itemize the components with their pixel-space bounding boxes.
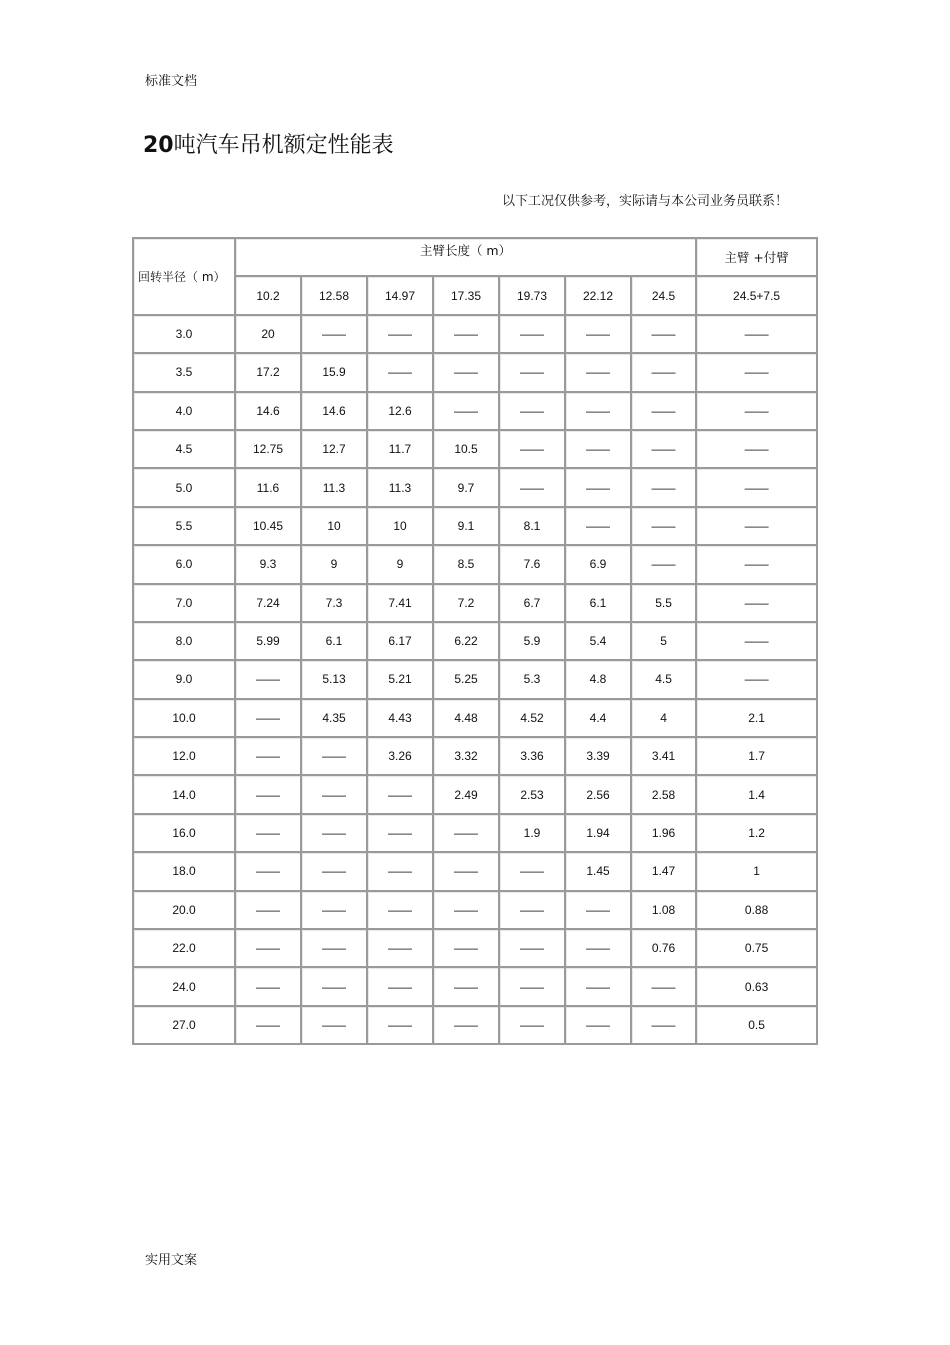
load-cell: 11.7: [368, 431, 434, 469]
page-footer: 实用文案: [145, 1253, 198, 1268]
table-row: [134, 1007, 818, 1045]
load-cell: ——: [697, 354, 818, 392]
radius-cell: 22.0: [134, 930, 236, 968]
table-row: [134, 815, 818, 853]
table-row: [134, 354, 818, 392]
load-cell: 1.94: [566, 815, 632, 853]
load-cell: ——: [500, 968, 566, 1006]
load-cell: 6.1: [302, 623, 368, 661]
table-row: [134, 700, 818, 738]
boom-length-cell: 24.5: [632, 277, 697, 315]
table-body: [134, 239, 818, 1045]
load-cell: ——: [566, 508, 632, 546]
load-cell: 5.21: [368, 661, 434, 699]
load-cell: 6.9: [566, 546, 632, 584]
load-cell: ——: [302, 738, 368, 776]
radius-cell: 4.0: [134, 393, 236, 431]
radius-cell: 3.0: [134, 316, 236, 354]
load-cell: 4: [632, 700, 697, 738]
load-cell: ——: [434, 393, 500, 431]
radius-cell: 14.0: [134, 776, 236, 814]
table-row: [134, 661, 818, 699]
load-cell: ——: [236, 1007, 302, 1045]
load-cell: 5.3: [500, 661, 566, 699]
load-cell: ——: [632, 546, 697, 584]
load-cell: ——: [302, 968, 368, 1006]
load-cell: ——: [566, 469, 632, 507]
load-cell: ——: [697, 508, 818, 546]
boom-length-cell: 17.35: [434, 277, 500, 315]
load-cell: ——: [632, 469, 697, 507]
load-cell: 3.41: [632, 738, 697, 776]
table-row: [134, 930, 818, 968]
load-cell: ——: [368, 892, 434, 930]
load-cell: ——: [434, 853, 500, 891]
load-cell: ——: [236, 815, 302, 853]
page-title: [143, 128, 394, 159]
load-cell: ——: [632, 354, 697, 392]
load-cell: 4.5: [632, 661, 697, 699]
load-cell: 1.9: [500, 815, 566, 853]
load-cell: 2.1: [697, 700, 818, 738]
load-cell: ——: [236, 661, 302, 699]
load-cell: ——: [434, 892, 500, 930]
radius-cell: 20.0: [134, 892, 236, 930]
load-cell: ——: [236, 700, 302, 738]
load-cell: ——: [632, 431, 697, 469]
load-cell: 7.2: [434, 585, 500, 623]
load-cell: ——: [368, 316, 434, 354]
load-cell: ——: [434, 815, 500, 853]
load-cell: ——: [500, 469, 566, 507]
title-number: 20: [143, 133, 174, 158]
load-cell: ——: [500, 892, 566, 930]
load-cell: ——: [632, 1007, 697, 1045]
load-cell: ——: [434, 930, 500, 968]
load-cell: 4.43: [368, 700, 434, 738]
aux-boom-header: 主臂 +付臂: [697, 239, 818, 277]
load-cell: ——: [302, 776, 368, 814]
load-cell: 20: [236, 316, 302, 354]
load-cell: 11.3: [302, 469, 368, 507]
load-cell: 1.96: [632, 815, 697, 853]
load-cell: ——: [697, 431, 818, 469]
load-cell: 10: [368, 508, 434, 546]
radius-cell: 9.0: [134, 661, 236, 699]
load-cell: ——: [302, 815, 368, 853]
load-cell: 7.6: [500, 546, 566, 584]
boom-length-cell: 10.2: [236, 277, 302, 315]
radius-header: 回转半径（ m）: [134, 239, 236, 316]
load-cell: 0.75: [697, 930, 818, 968]
load-cell: ——: [236, 738, 302, 776]
load-cell: 4.8: [566, 661, 632, 699]
load-cell: ——: [500, 316, 566, 354]
title-text: 吨汽车吊机额定性能表: [173, 133, 394, 158]
load-cell: 14.6: [236, 393, 302, 431]
load-cell: 7.41: [368, 585, 434, 623]
load-cell: 9: [368, 546, 434, 584]
load-cell: ——: [434, 354, 500, 392]
load-cell: 6.7: [500, 585, 566, 623]
load-cell: 6.22: [434, 623, 500, 661]
reference-note: 以下工况仅供参考，实际请与本公司业务员联系！: [502, 194, 789, 209]
load-cell: 12.6: [368, 393, 434, 431]
load-cell: 10.5: [434, 431, 500, 469]
load-cell: ——: [302, 853, 368, 891]
radius-cell: 16.0: [134, 815, 236, 853]
table-row: [134, 853, 818, 891]
table-row: [134, 546, 818, 584]
load-cell: ——: [434, 1007, 500, 1045]
load-cell: 5.99: [236, 623, 302, 661]
load-cell: ——: [368, 815, 434, 853]
load-cell: 9: [302, 546, 368, 584]
load-cell: 10.45: [236, 508, 302, 546]
load-cell: 7.3: [302, 585, 368, 623]
load-cell: 4.48: [434, 700, 500, 738]
radius-cell: 5.0: [134, 469, 236, 507]
radius-cell: 8.0: [134, 623, 236, 661]
load-cell: 7.24: [236, 585, 302, 623]
load-cell: 9.1: [434, 508, 500, 546]
load-cell: 4.52: [500, 700, 566, 738]
load-cell: ——: [566, 354, 632, 392]
boom-length-cell: 22.12: [566, 277, 632, 315]
radius-cell: 6.0: [134, 546, 236, 584]
load-cell: ——: [368, 354, 434, 392]
load-cell: ——: [566, 892, 632, 930]
table-row: [134, 738, 818, 776]
load-cell: ——: [566, 431, 632, 469]
load-cell: 5: [632, 623, 697, 661]
load-cell: ——: [566, 968, 632, 1006]
load-cell: ——: [632, 968, 697, 1006]
load-cell: 3.32: [434, 738, 500, 776]
load-cell: ——: [236, 892, 302, 930]
load-cell: 1.45: [566, 853, 632, 891]
load-cell: ——: [434, 968, 500, 1006]
load-cell: ——: [368, 776, 434, 814]
load-cell: 11.6: [236, 469, 302, 507]
main-boom-header: 主臂长度（ m）: [236, 239, 697, 277]
radius-cell: 7.0: [134, 585, 236, 623]
boom-length-cell: 12.58: [302, 277, 368, 315]
load-cell: ——: [697, 316, 818, 354]
load-cell: 0.5: [697, 1007, 818, 1045]
load-cell: 4.35: [302, 700, 368, 738]
radius-cell: 3.5: [134, 354, 236, 392]
table-row: [134, 316, 818, 354]
load-cell: 11.3: [368, 469, 434, 507]
load-cell: ——: [566, 316, 632, 354]
load-cell: ——: [566, 393, 632, 431]
load-cell: 2.49: [434, 776, 500, 814]
load-cell: 5.4: [566, 623, 632, 661]
load-cell: ——: [566, 1007, 632, 1045]
load-cell: ——: [697, 546, 818, 584]
table-row: [134, 968, 818, 1006]
load-cell: 8.5: [434, 546, 500, 584]
load-cell: 1.47: [632, 853, 697, 891]
radius-cell: 27.0: [134, 1007, 236, 1045]
load-cell: ——: [632, 508, 697, 546]
load-cell: ——: [500, 930, 566, 968]
load-cell: 6.17: [368, 623, 434, 661]
load-cell: 0.63: [697, 968, 818, 1006]
load-cell: ——: [697, 585, 818, 623]
load-cell: ——: [697, 661, 818, 699]
load-cell: 2.56: [566, 776, 632, 814]
load-cell: 1.08: [632, 892, 697, 930]
radius-cell: 12.0: [134, 738, 236, 776]
load-cell: 2.58: [632, 776, 697, 814]
radius-cell: 5.5: [134, 508, 236, 546]
load-cell: ——: [500, 1007, 566, 1045]
load-cell: 12.7: [302, 431, 368, 469]
load-cell: ——: [697, 469, 818, 507]
load-cell: ——: [302, 930, 368, 968]
load-cell: 1.2: [697, 815, 818, 853]
load-cell: 17.2: [236, 354, 302, 392]
load-cell: ——: [500, 431, 566, 469]
load-cell: ——: [566, 930, 632, 968]
load-cell: 10: [302, 508, 368, 546]
load-cell: 3.36: [500, 738, 566, 776]
load-cell: 6.1: [566, 585, 632, 623]
load-cell: 0.76: [632, 930, 697, 968]
load-cell: ——: [500, 853, 566, 891]
table-row: [134, 776, 818, 814]
load-cell: ——: [368, 968, 434, 1006]
load-cell: ——: [632, 316, 697, 354]
load-cell: 2.53: [500, 776, 566, 814]
crane-load-table: [132, 237, 818, 1045]
boom-length-cell: 19.73: [500, 277, 566, 315]
load-cell: 3.26: [368, 738, 434, 776]
load-cell: 8.1: [500, 508, 566, 546]
load-cell: 1: [697, 853, 818, 891]
table-row: [134, 892, 818, 930]
load-cell: ——: [302, 1007, 368, 1045]
load-cell: 5.5: [632, 585, 697, 623]
table-row: [134, 508, 818, 546]
load-cell: 1.7: [697, 738, 818, 776]
radius-cell: 4.5: [134, 431, 236, 469]
table-row: [134, 585, 818, 623]
load-cell: ——: [500, 354, 566, 392]
load-cell: ——: [236, 776, 302, 814]
boom-length-cell: 24.5+7.5: [697, 277, 818, 315]
page-header: 标准文档: [145, 74, 198, 89]
load-cell: 1.4: [697, 776, 818, 814]
table-row: [134, 393, 818, 431]
load-cell: ——: [368, 853, 434, 891]
load-cell: ——: [368, 930, 434, 968]
load-cell: 15.9: [302, 354, 368, 392]
table-row: [134, 623, 818, 661]
radius-cell: 10.0: [134, 700, 236, 738]
load-cell: 5.13: [302, 661, 368, 699]
load-cell: 5.25: [434, 661, 500, 699]
load-cell: 9.7: [434, 469, 500, 507]
load-cell: 4.4: [566, 700, 632, 738]
load-cell: ——: [236, 930, 302, 968]
header-row-1: [134, 239, 818, 277]
load-cell: ——: [500, 393, 566, 431]
load-cell: ——: [236, 853, 302, 891]
radius-cell: 24.0: [134, 968, 236, 1006]
load-cell: ——: [302, 892, 368, 930]
load-cell: ——: [302, 316, 368, 354]
load-cell: 14.6: [302, 393, 368, 431]
load-cell: ——: [236, 968, 302, 1006]
boom-length-cell: 14.97: [368, 277, 434, 315]
load-cell: 5.9: [500, 623, 566, 661]
boom-length-row: [134, 277, 818, 315]
load-cell: ——: [632, 393, 697, 431]
load-cell: ——: [697, 623, 818, 661]
table-row: [134, 431, 818, 469]
radius-cell: 18.0: [134, 853, 236, 891]
load-cell: 0.88: [697, 892, 818, 930]
table-row: [134, 469, 818, 507]
load-cell: 9.3: [236, 546, 302, 584]
load-cell: ——: [697, 393, 818, 431]
load-cell: ——: [368, 1007, 434, 1045]
load-cell: 12.75: [236, 431, 302, 469]
load-cell: 3.39: [566, 738, 632, 776]
load-cell: ——: [434, 316, 500, 354]
